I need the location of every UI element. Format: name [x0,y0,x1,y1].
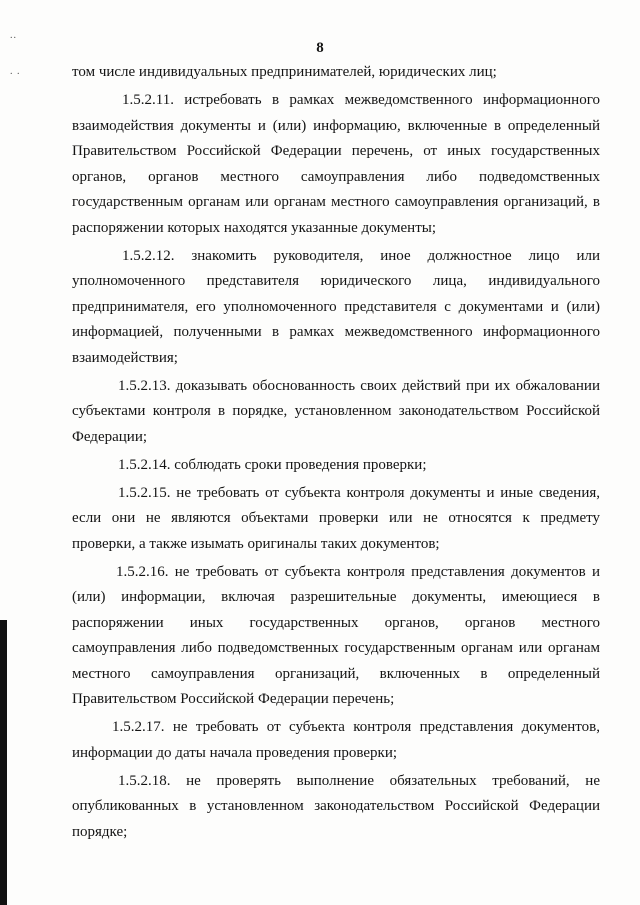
text-line: проверки, а также изымать оригиналы таких документов; [72,535,440,552]
clause-1-5-2-15-line: 1.5.2.15. не требовать от субъекта контроля документы и иные сведения, [118,484,600,501]
text-line: государственным органам или органам местного самоуправления организаций, в [72,194,600,210]
text-line: распоряжении которых находятся указанные документы; [72,219,436,236]
text-line: Правительством Российской Федерации перечень; [72,691,395,707]
text-line: взаимодействия документы и (или) информацию, включенные в определенный [72,117,600,134]
page-number: 8 [316,40,324,56]
text-line: местного самоуправления организаций, включенных в определенный [72,665,600,682]
clause-1-5-2-14-line: 1.5.2.14. соблюдать сроки проведения проверки; [118,456,427,473]
clause-1-5-2-11-line: 1.5.2.11. истребовать в рамках межведомственного информационного [122,92,600,108]
text-line: уполномоченного представителя юридического лица, индивидуального [72,273,600,289]
text-line: порядке; [72,823,128,840]
clause-1-5-2-18-line: 1.5.2.18. не проверять выполнение обязательных требований, не [118,772,600,789]
clause-1-5-2-13-line: 1.5.2.13. доказывать обоснованность своих действий при их обжаловании [118,377,600,394]
text-line: том числе индивидуальных предпринимателей, юридических лиц; [72,64,497,80]
document-body [72,60,600,845]
text-line: самоуправления либо подведомственных государственным органам или органам [72,640,600,656]
clause-1-5-2-17-line: 1.5.2.17. не требовать от субъекта контроля представления документов, [112,719,600,735]
text-line: предпринимателя, его уполномоченного представителя с документами и (или) [72,298,600,315]
text-line: (или) информации, включая разрешительные документы, имеющиеся в [72,589,600,605]
text-line: субъектами контроля в порядке, установленном законодательством Российской [72,403,600,419]
text-line: распоряжении иных государственных органов, органов местного [72,614,600,631]
text-line: опубликованных в установленном законодательством Российской Федерации [72,798,600,814]
margin-mark: .. [10,30,17,41]
margin-mark: . . [10,66,21,77]
scan-edge-shadow [0,620,7,905]
text-line: Федерации; [72,428,148,445]
text-line: взаимодействия; [72,349,178,366]
text-line: если они не являются объектами проверки или не относятся к предмету [72,510,600,526]
text-line: Правительством Российской Федерации перечень, от иных государственных [72,143,600,159]
text-line: информацией, полученными в рамках межведомственного информационного [72,324,600,340]
text-line: информации до даты начала проведения проверки; [72,744,398,761]
clause-1-5-2-12-line: 1.5.2.12. знакомить руководителя, иное должностное лицо или [122,247,600,264]
text-line: органов, органов местного самоуправления либо подведомственных [72,168,600,185]
clause-1-5-2-16-line: 1.5.2.16. не требовать от субъекта контроля представления документов и [116,563,600,580]
